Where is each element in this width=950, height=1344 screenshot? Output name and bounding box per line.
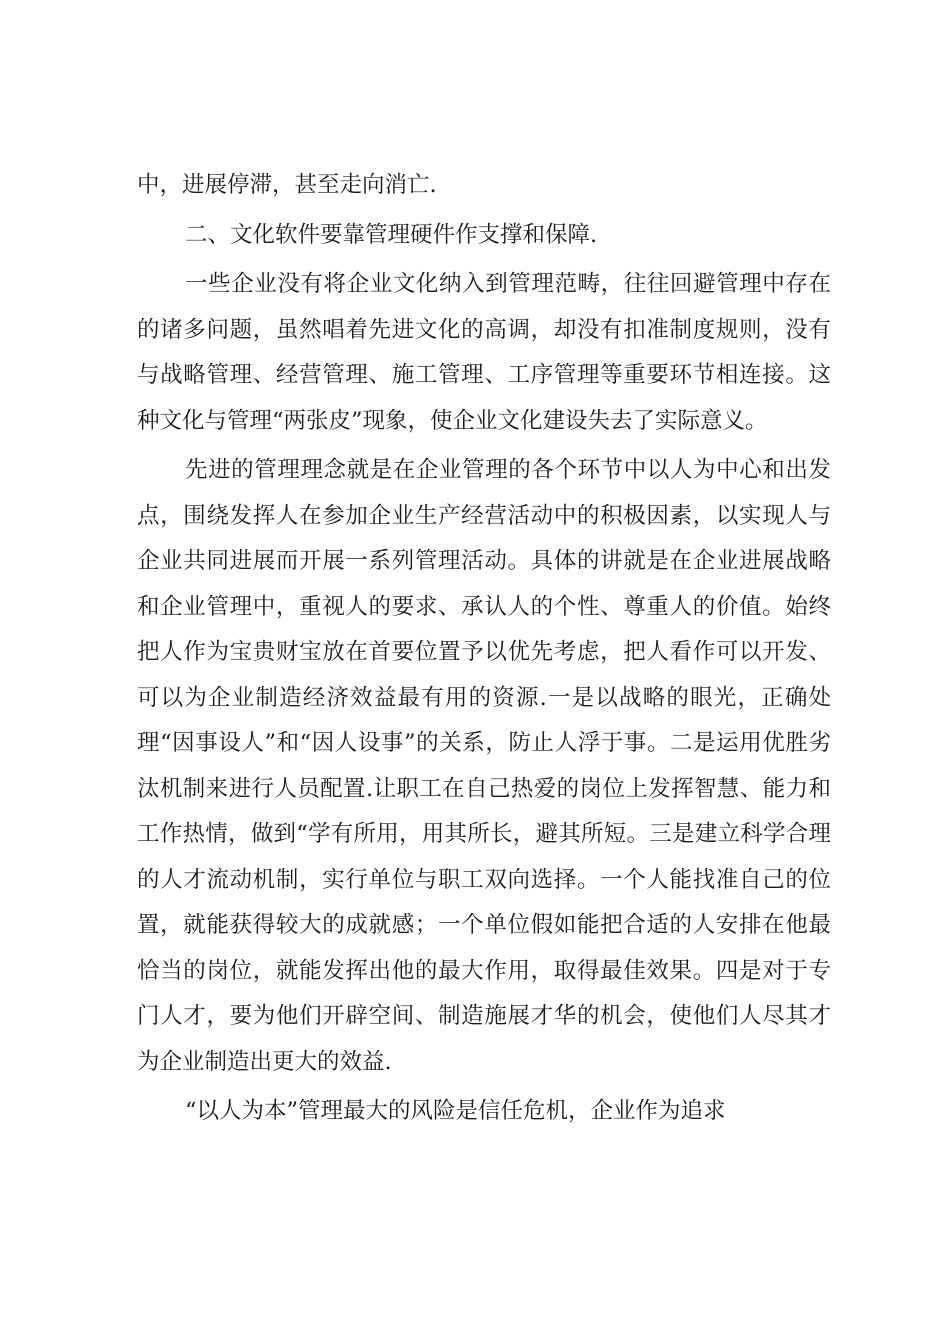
paragraph-continuation: 中，进展停滞，甚至走向消亡. [137,172,437,198]
paragraph: 先进的管理理念就是在企业管理的各个环节中以人为中心和出发点，围绕发挥人在参加企业生产经营活动中的积极因素，以实现人与企业共同进展而开展一系列管理活动。具体的讲就是在企业进展战略和企业管理中，重视人的要求、承认人的个性、尊重人的价值。始终把人作为宝贵财宝放在首要位置予以优先考虑，把人看作可以开发、可以为企业制造经济效益最有用的资源.一是以战略的眼光，正确处理“因事设人”和“因人设事”的关系，防止人浮于事。二是运用优胜劣汰机制来进行人员配置.让职工在自己热爱的岗位上发挥智慧、能力和工作热情，做到“学有所用，用其所长，避其所短。三是建立科学合理的人才流动机制，实行单位与职工双向选择。一个人能找准自己的位置，就能获得较大的成就感；一个单位假如能把合适的人安排在他最恰当的岗位，就能发挥出他的最大作用，取得最佳效果。四是对于专门人才，要为他们开辟空间、制造施展才华的机会，使他们人尽其才为企业制造出更大的效益. [137,457,831,1075]
document-body [137,163,831,1139]
paragraph: 一些企业没有将企业文化纳入到管理范畴，往往回避管理中存在的诸多问题，虽然唱着先进文化的高调，却没有扣准制度规则，没有与战略管理、经营管理、施工管理、工序管理等重要环节相连接。这种文化与管理“两张皮”现象，使企业文化建设失去了实际意义。 [137,271,831,434]
paragraph: “以人为本”管理最大的风险是信任危机，企业作为追求 [185,1098,726,1124]
section-heading: 二、文化软件要靠管理硬件作支撑和保障. [185,221,598,248]
